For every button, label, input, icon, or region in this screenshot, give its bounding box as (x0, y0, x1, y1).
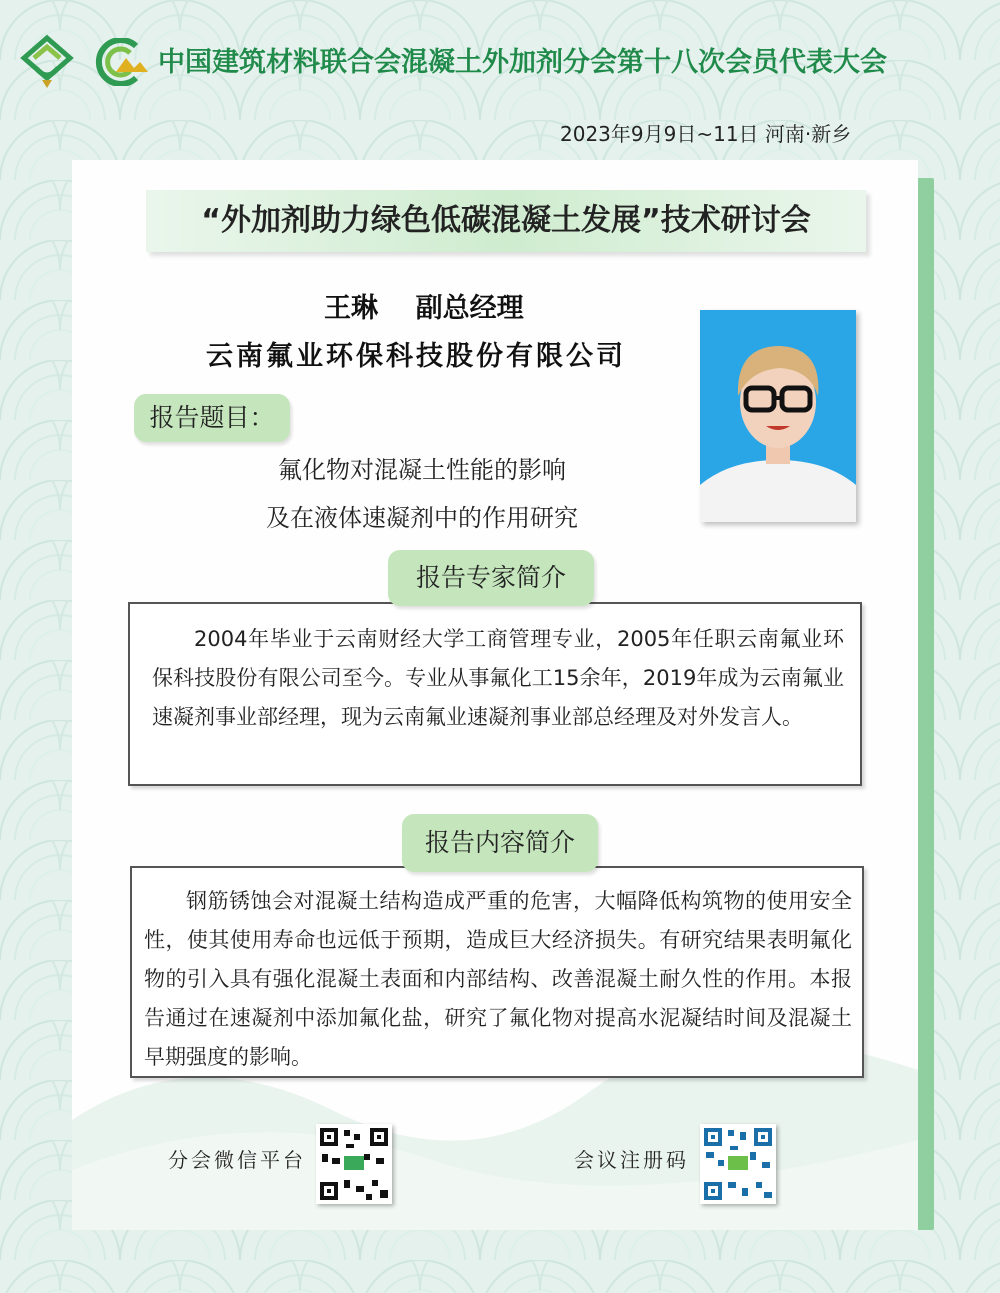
registration-qr-code-icon[interactable] (700, 1124, 776, 1204)
conference-title: 中国建筑材料联合会混凝土外加剂分会第十八次会员代表大会 (158, 47, 887, 78)
wechat-qr-code-icon[interactable] (316, 1124, 392, 1204)
topic-line-2: 及在液体速凝剂中的作用研究 (266, 504, 578, 532)
topic-label: 报告题目： (134, 394, 290, 442)
expert-intro-text: 2004年毕业于云南财经大学工商管理专业，2005年任职云南氟业环保科技股份有限公司至今。专业从事氟化工15余年，2019年成为云南氟业速凝剂事业部经理，现为云南氟业速凝剂事业部总经理及对外发言人。 (152, 627, 844, 729)
association-logo-icon (18, 34, 76, 90)
content-intro-heading: 报告内容简介 (402, 814, 598, 872)
admixture-branch-logo-icon (86, 38, 148, 86)
poster-card (72, 160, 918, 1230)
speaker-name-title: 王琳 副总经理 (324, 293, 524, 324)
speaker-photo (700, 310, 856, 522)
expert-intro-heading: 报告专家简介 (388, 550, 594, 606)
wechat-platform-label: 分会微信平台 (168, 1148, 306, 1172)
topic-line-1: 氟化物对混凝土性能的影响 (278, 456, 566, 484)
content-intro-text: 钢筋锈蚀会对混凝土结构造成严重的危害，大幅降低构筑物的使用安全性，使其使用寿命也远低于预期，造成巨大经济损失。有研究结果表明氟化物的引入具有强化混凝土表面和内部结构、改善混凝土耐久性的作用。本报告通过在速凝剂中添加氟化盐，研究了氟化物对提高水泥凝结时间及混凝土早期强度的影响。 (144, 889, 852, 1069)
speaker-company: 云南氟业环保科技股份有限公司 (206, 341, 626, 372)
seminar-title: “外加剂助力绿色低碳混凝土发展”技术研讨会 (146, 190, 866, 252)
expert-intro-box (128, 602, 862, 786)
date-location: 2023年9月9日~11日 河南·新乡 (560, 122, 852, 146)
registration-code-label: 会议注册码 (574, 1148, 689, 1172)
content-intro-box (130, 866, 864, 1078)
